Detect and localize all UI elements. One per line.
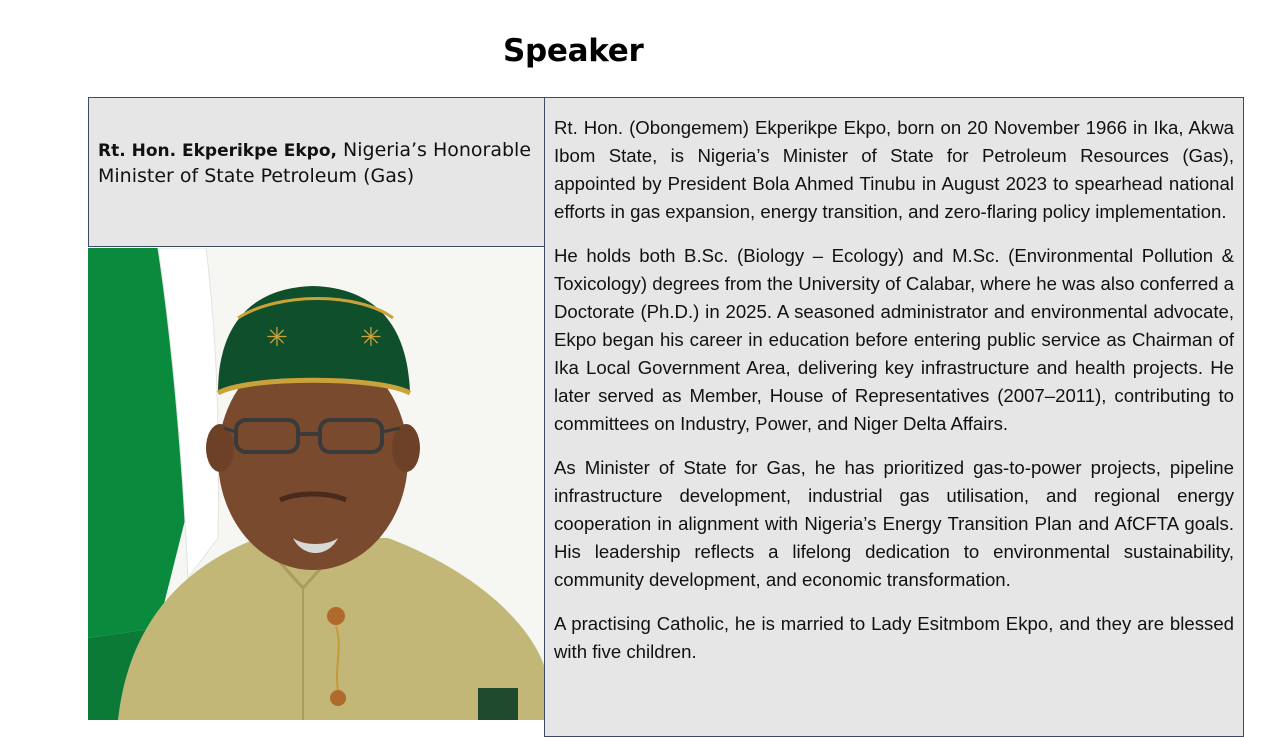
speaker-name: Rt. Hon. Ekperikpe Ekpo,	[98, 141, 337, 161]
speaker-name-box	[88, 97, 544, 247]
bio-paragraph: He holds both B.Sc. (Biology – Ecology) and M.Sc. (Environmental Pollution & Toxicology) degrees from the University of Calabar, where he was also conferred a Doctorate (Ph.D.) in 2025. A seasoned administrator and environmental advocate, Ekpo began his career in education before entering public service as Chairman of Ika Local Government Area, delivering key infrastructure and health projects. He later served as Member, House of Representatives (2007–2011), contributing to committees on Industry, Power, and Niger Delta Affairs.	[554, 245, 1234, 434]
svg-text:✳: ✳	[360, 323, 382, 353]
bio-paragraph: A practising Catholic, he is married to Lady Esitmbom Ekpo, and they are blessed with five children.	[554, 613, 1234, 662]
speaker-bio	[544, 97, 1244, 737]
speaker-photo	[88, 248, 545, 720]
bio-paragraph: Rt. Hon. (Obongemem) Ekperikpe Ekpo, born on 20 November 1966 in Ika, Akwa Ibom State, is Nigeria’s Minister of State for Petroleum Resources (Gas), appointed by President Bola Ahmed Tinubu in August 2023 to spearhead national efforts in gas expansion, energy transition, and zero-flaring policy implementation.	[554, 117, 1234, 222]
svg-text:✳: ✳	[266, 323, 288, 353]
speaker-role: Nigeria’s Honorable Minister of State Petroleum (Gas)	[98, 139, 532, 187]
bio-paragraph: As Minister of State for Gas, he has prioritized gas-to-power projects, pipeline infrastructure development, industrial gas utilisation, and regional energy cooperation in alignment with Nigeria’s Energy Transition Plan and AfCFTA goals. His leadership reflects a lifelong dedication to environmental sustainability, community development, and economic transformation.	[554, 457, 1234, 590]
slide-title: Speaker	[503, 33, 644, 69]
